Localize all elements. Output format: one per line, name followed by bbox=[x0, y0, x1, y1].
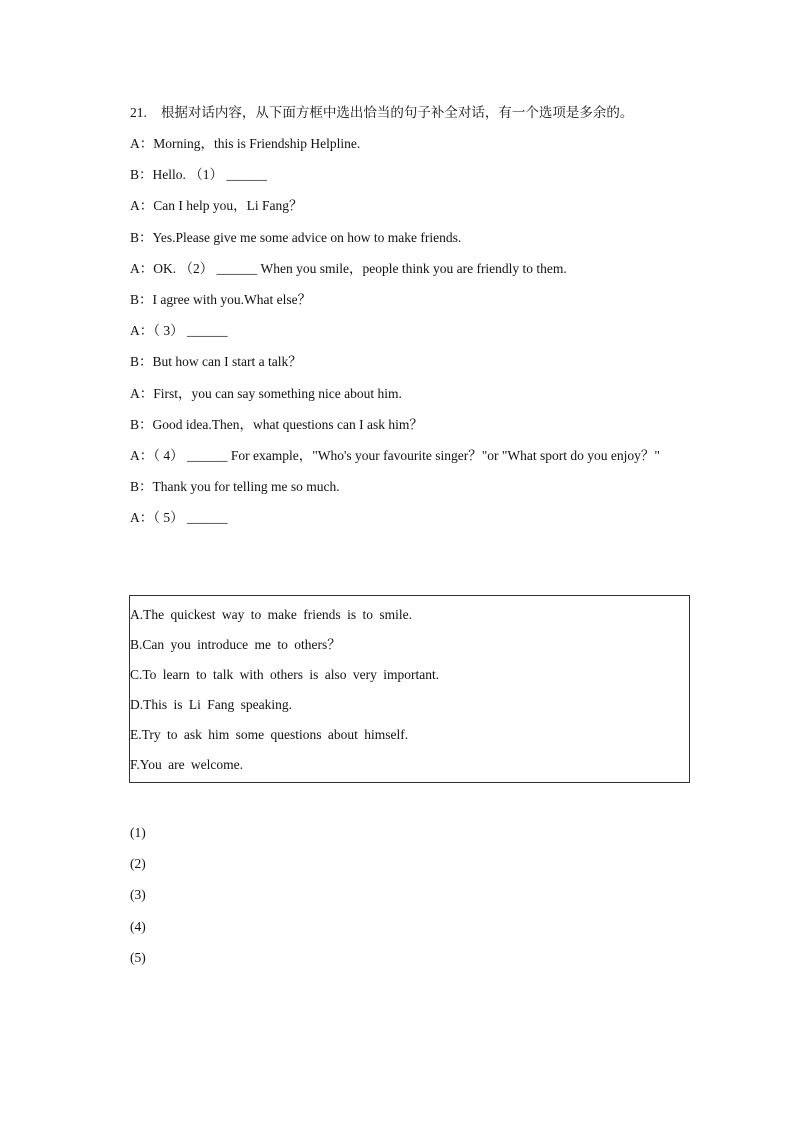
option-a: A.The quickest way to make friends is to smile. bbox=[130, 607, 412, 622]
dialogue-line: A：（ 3） ______ bbox=[130, 323, 228, 339]
question-21 bbox=[130, 102, 730, 538]
question-number: 21. bbox=[130, 105, 147, 120]
dialogue-line: A：Morning，this is Friendship Helpline. bbox=[130, 136, 361, 151]
option-f: F.You are welcome. bbox=[130, 757, 244, 772]
answer-blank-3: (3) bbox=[130, 887, 146, 903]
options-box bbox=[129, 595, 690, 783]
answer-blank-5: (5) bbox=[130, 949, 146, 965]
dialogue-line: A：Can I help you，Li Fang？ bbox=[130, 198, 303, 214]
dialogue-line: B：Good idea.Then，what questions can I ask him？ bbox=[130, 416, 423, 432]
answer-blank-4: (4) bbox=[130, 918, 146, 934]
option-d: D.This is Li Fang speaking. bbox=[130, 697, 292, 712]
dialogue-line: B：I agree with you.What else？ bbox=[130, 291, 312, 307]
dialogue-line: B：Yes.Please give me some advice on how to make friends. bbox=[130, 229, 462, 245]
dialogue-line: A：（ 5） ______ bbox=[130, 510, 228, 526]
dialogue-line: A：First，you can say something nice about him. bbox=[130, 385, 402, 401]
question-instruction: 根据对话内容，从下面方框中选出恰当的句子补全对话，有一个选项是多余的。 bbox=[160, 105, 634, 120]
question-title bbox=[130, 102, 730, 124]
dialogue-line: B：Thank you for telling me so much. bbox=[130, 479, 340, 495]
dialogue bbox=[130, 133, 730, 529]
option-c: C.To learn to talk with others is also very important. bbox=[130, 667, 440, 682]
option-e: E.Try to ask him some questions about himself. bbox=[130, 727, 409, 742]
option-b: B.Can you introduce me to others？ bbox=[130, 637, 341, 652]
answer-list bbox=[130, 822, 146, 978]
dialogue-line: B：Hello. （1） ______ bbox=[130, 167, 267, 183]
dialogue-line: A：OK. （2） ______ When you smile，people think you are friendly to them. bbox=[130, 260, 567, 276]
dialogue-line: B：But how can I start a talk？ bbox=[130, 354, 302, 370]
answer-blank-2: (2) bbox=[130, 856, 146, 872]
answer-blank-1: (1) bbox=[130, 825, 146, 840]
dialogue-line: A：（ 4） ______ For example，"Who's your favourite singer？"or "What sport do you enjoy？" bbox=[130, 447, 660, 463]
